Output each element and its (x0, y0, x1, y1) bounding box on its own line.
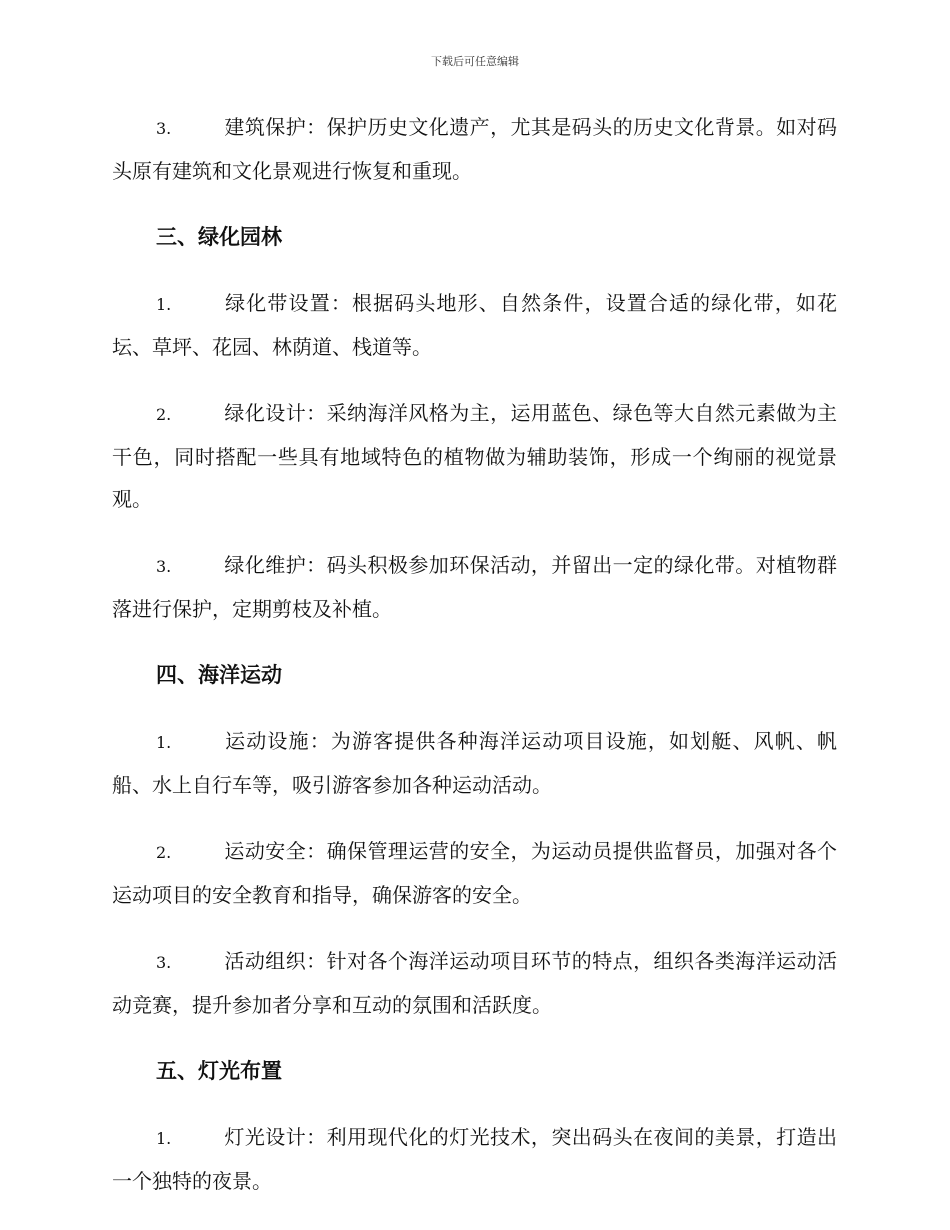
list-item-text: 绿化设计：采纳海洋风格为主，运用蓝色、绿色等大自然元素做为主干色，同时搭配一些具有地域特色的植物做为辅助装饰，形成一个绚丽的视觉景观。 (112, 401, 837, 511)
list-item-text: 运动设施：为游客提供各种海洋运动项目设施，如划艇、风帆、帆船、水上自行车等，吸引游客参加各种运动活动。 (112, 729, 837, 797)
list-number: 3. (156, 119, 172, 138)
page-header: 下载后可任意编辑 (431, 55, 519, 68)
list-item (112, 282, 837, 368)
list-item-text: 灯光设计：利用现代化的灯光技术，突出码头在夜间的美景，打造出一个独特的夜景。 (112, 1125, 837, 1193)
list-item-text: 活动组织：针对各个海洋运动项目环节的特点，组织各类海洋运动活动竞赛，提升参加者分享和互动的氛围和活跃度。 (112, 949, 837, 1017)
list-item (112, 1116, 837, 1202)
list-item (112, 720, 837, 806)
list-item (112, 544, 837, 630)
list-number: 3. (156, 953, 172, 972)
list-item (112, 830, 837, 916)
section-heading: 四、海洋运动 (156, 662, 282, 687)
section-heading: 三、绿化园林 (156, 224, 282, 249)
list-item (112, 392, 837, 520)
list-number: 2. (156, 843, 172, 862)
list-number: 1. (156, 733, 172, 752)
list-number: 1. (156, 1129, 172, 1148)
list-number: 3. (156, 557, 172, 576)
list-item (112, 940, 837, 1026)
document-body (112, 106, 837, 1226)
list-item-text: 运动安全：确保管理运营的安全，为运动员提供监督员，加强对各个运动项目的安全教育和指导，确保游客的安全。 (112, 839, 837, 907)
list-item-text: 绿化维护：码头积极参加环保活动，并留出一定的绿化带。对植物群落进行保护，定期剪枝及补植。 (112, 553, 837, 621)
list-number: 2. (156, 405, 172, 424)
list-item (112, 106, 837, 192)
list-item-text: 建筑保护：保护历史文化遗产，尤其是码头的历史文化背景。如对码头原有建筑和文化景观进行恢复和重现。 (112, 115, 837, 183)
list-number: 1. (156, 295, 172, 314)
section-heading: 五、灯光布置 (156, 1058, 282, 1083)
list-item-text: 绿化带设置：根据码头地形、自然条件，设置合适的绿化带，如花坛、草坪、花园、林荫道、栈道等。 (112, 291, 837, 359)
